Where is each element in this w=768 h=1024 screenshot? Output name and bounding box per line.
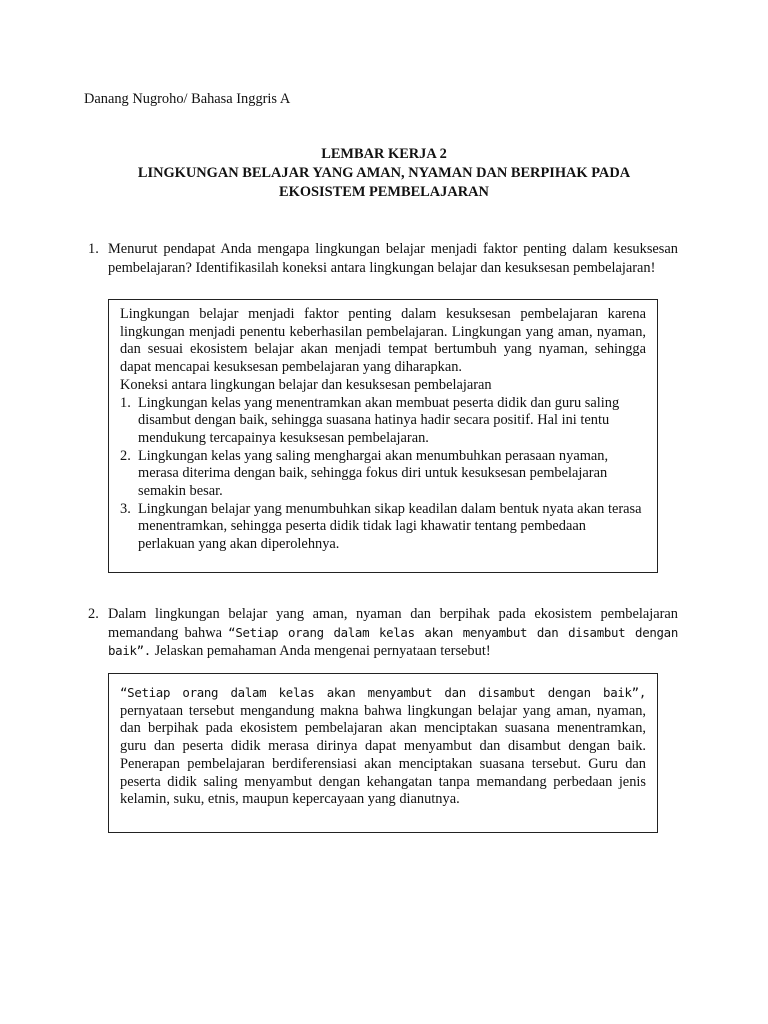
list-item [120, 448, 646, 501]
answer-2-text [120, 684, 646, 809]
list-item [120, 395, 646, 448]
answer-box-1 [108, 299, 658, 573]
list-item-text: Lingkungan kelas yang menentramkan akan membuat peserta didik dan guru saling disambut dengan baik, sehingga suasana hatinya hadir secara positif. Hal ini tentu mendukung tercapainya kesuksesan pembelajaran. [138, 394, 620, 446]
list-item-text: Lingkungan belajar yang menumbuhkan sikap keadilan dalam bentuk nyata akan terasa menentramkan, sehingga peserta didik tidak lagi khawatir tentang pembedaan perlakuan yang akan diperolehnya. [138, 500, 642, 553]
question-2-number: 2. [88, 606, 99, 622]
answer-2-quote: “Setiap orang dalam kelas akan menyambut dan disambut dengan baik”, [120, 685, 646, 700]
question-2-text [108, 605, 678, 661]
worksheet-title [84, 145, 684, 202]
title-line-3: EKOSISTEM PEMBELAJARAN [279, 184, 489, 200]
answer-1-intro: Lingkungan belajar menjadi faktor penting dalam kesuksesan pembelajaran karena lingkungan menjadi penentu keberhasilan pembelajaran. Lingkungan yang aman, nyaman, dan sesuai ekosistem belajar akan menjadi tempat bertumbuh yang nyaman, sehingga dapat mencapai kesuksesan pembelajaran yang diharapkan. [120, 306, 646, 376]
answer-1-list [120, 395, 646, 554]
question-1-text: Menurut pendapat Anda mengapa lingkungan belajar menjadi faktor penting dalam kesuksesan pembelajaran? Identifikasilah koneksi antara lingkungan belajar dan kesuksesan pembelajaran! [108, 241, 678, 276]
title-line-1: LEMBAR KERJA 2 [321, 146, 447, 162]
question-2 [88, 605, 678, 661]
question-2-quote: “Setiap orang dalam kelas akan menyambut dan disambut dengan baik”. [108, 624, 678, 658]
list-item-number: 3. [120, 500, 131, 517]
question-2-text-before: Dalam lingkungan belajar yang aman, nyaman dan berpihak pada ekosistem pembelajaran memandang bahwa [108, 606, 678, 641]
answer-1-connection-heading: Koneksi antara lingkungan belajar dan kesuksesan pembelajaran [120, 376, 492, 393]
list-item [120, 501, 646, 554]
title-line-2: LINGKUNGAN BELAJAR YANG AMAN, NYAMAN DAN BERPIHAK PADA [137, 165, 631, 181]
question-1 [88, 240, 678, 277]
list-item-text: Lingkungan kelas yang saling menghargai akan menumbuhkan perasaan nyaman, merasa diterima dengan baik, sehingga fokus diri untuk kesuksesan pembelajaran semakin besar. [138, 447, 609, 500]
question-1-number: 1. [88, 241, 99, 257]
list-item-number: 1. [120, 394, 131, 411]
list-item-number: 2. [120, 447, 131, 464]
author-line: Danang Nugroho/ Bahasa Inggris A [84, 91, 291, 107]
answer-2-body: pernyataan tersebut mengandung makna bahwa lingkungan belajar yang aman, nyaman, dan berpihak pada ekosistem pembelajaran akan menciptakan suasana menentramkan, guru dan peserta didik merasa dirinya dapat menyambut dan disambut dengan baik. Penerapan pembelajaran berdiferensiasi akan menciptakan suasana tersebut. Guru dan peserta didik saling menyambut dengan kehangatan tanpa memandang perbedaan jenis kelamin, suku, etnis, maupun kepercayaan yang dianutnya. [120, 702, 646, 808]
answer-box-2 [108, 673, 658, 833]
question-2-text-after: Jelaskan pemahaman Anda mengenai pernyataan tersebut! [150, 643, 491, 659]
